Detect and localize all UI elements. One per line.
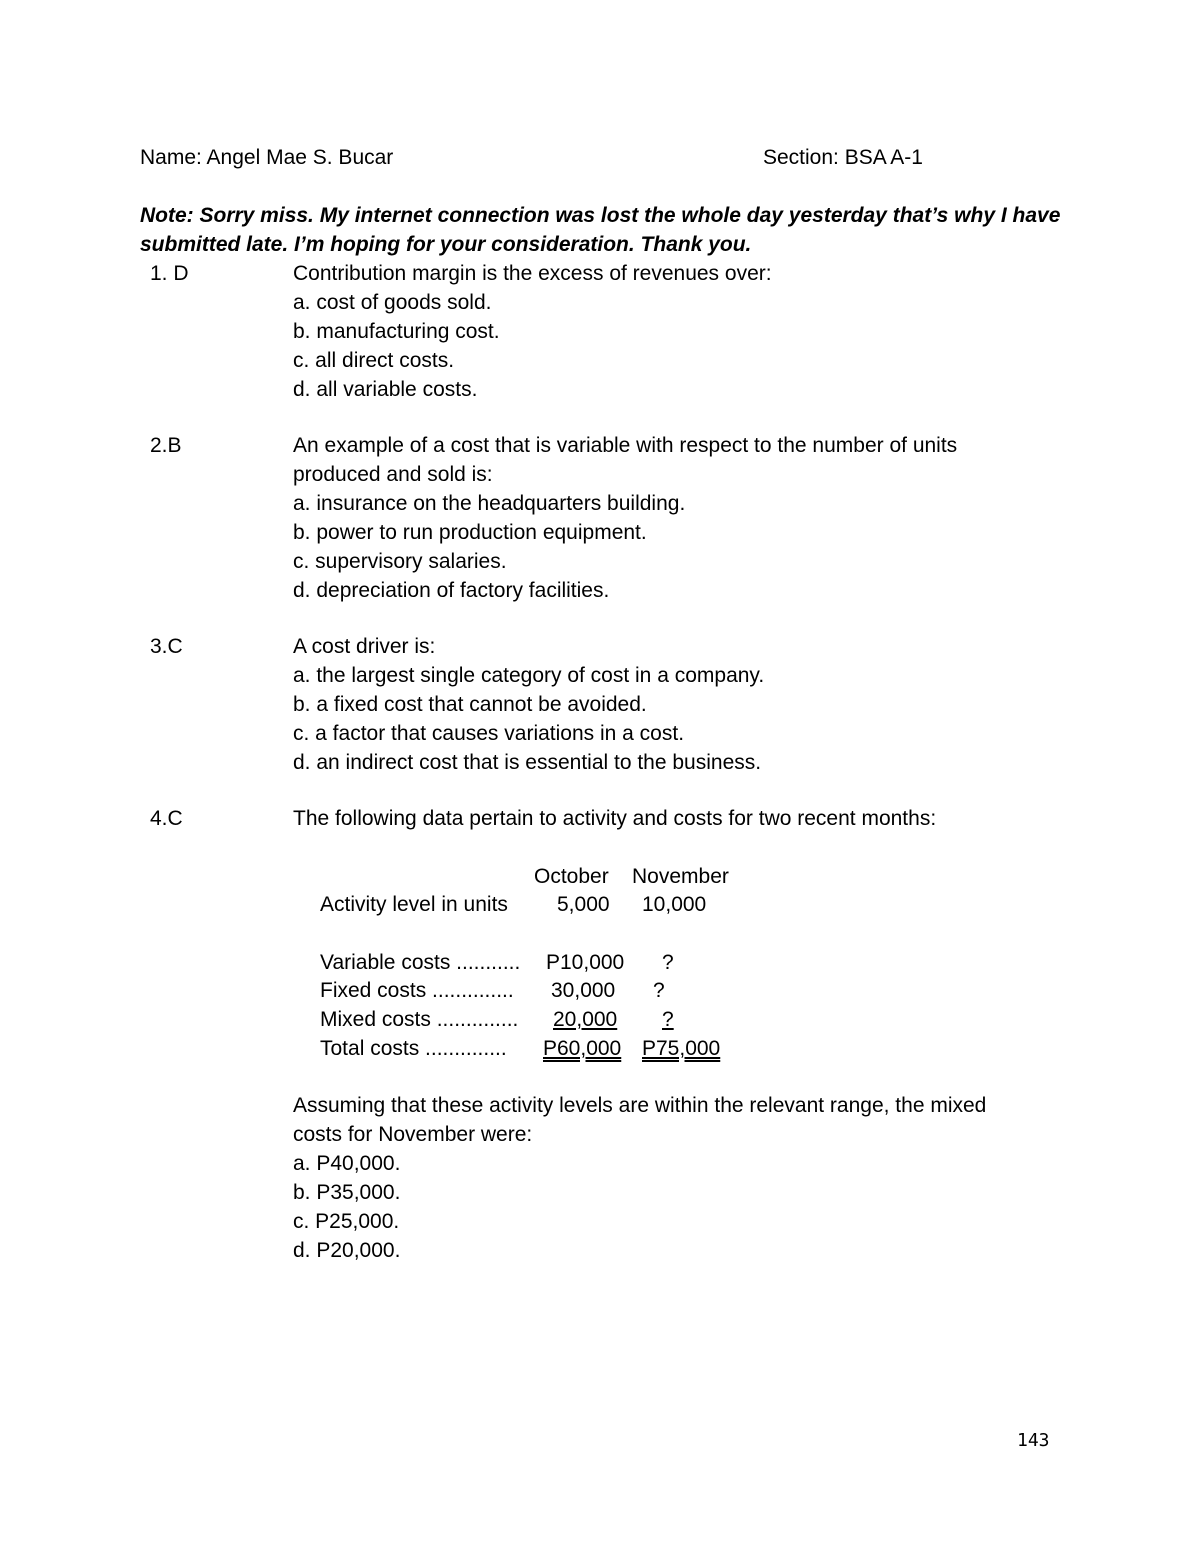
question-4-option-c: c. P25,000. bbox=[293, 1210, 400, 1233]
question-1 bbox=[293, 259, 772, 404]
table-row-fixed-october: 30,000 bbox=[551, 979, 616, 1002]
student-name: Name: Angel Mae S. Bucar bbox=[140, 146, 394, 169]
page-number: 143 bbox=[1017, 1430, 1050, 1451]
table-row-total-november: P75,000 bbox=[642, 1037, 721, 1060]
late-submission-note: Note: Sorry miss. My internet connection was lost the whole day yesterday that’s why I have submitted late. I’m hoping for your consideration. Thank you. bbox=[140, 204, 1061, 256]
question-4-option-d: d. P20,000. bbox=[293, 1239, 401, 1262]
question-1-stem: Contribution margin is the excess of revenues over: bbox=[293, 262, 772, 285]
question-2-stem-line-1: An example of a cost that is variable with respect to the number of units bbox=[293, 434, 958, 457]
table-row-variable-november: ? bbox=[662, 951, 674, 974]
question-4-answer: 4.C bbox=[150, 807, 183, 830]
table-row-fixed-november: ? bbox=[653, 979, 665, 1002]
table-row-total-label: Total costs .............. bbox=[320, 1037, 507, 1060]
question-3-answer: 3.C bbox=[150, 635, 183, 658]
question-1-option-c: c. all direct costs. bbox=[293, 349, 455, 372]
question-4-prompt-line-1: Assuming that these activity levels are within the relevant range, the mixed bbox=[293, 1094, 987, 1117]
table-row-mixed-november: ? bbox=[662, 1008, 674, 1031]
table-header-october: October bbox=[534, 865, 609, 888]
question-2-option-b: b. power to run production equipment. bbox=[293, 521, 647, 544]
question-4-option-b: b. P35,000. bbox=[293, 1181, 401, 1204]
question-4-prompt-line-2: costs for November were: bbox=[293, 1123, 533, 1146]
question-4-option-a: a. P40,000. bbox=[293, 1152, 401, 1175]
question-2-option-c: c. supervisory salaries. bbox=[293, 550, 507, 573]
table-row-variable-label: Variable costs ........... bbox=[320, 951, 521, 974]
question-2-stem-line-2: produced and sold is: bbox=[293, 463, 493, 486]
table-row-activity-october: 5,000 bbox=[557, 893, 610, 916]
question-3-option-d: d. an indirect cost that is essential to the business. bbox=[293, 751, 762, 774]
question-1-option-a: a. cost of goods sold. bbox=[293, 291, 492, 314]
question-2-answer: 2.B bbox=[150, 434, 182, 457]
question-2 bbox=[293, 431, 957, 605]
table-row-mixed-october: 20,000 bbox=[553, 1008, 618, 1031]
table-row-mixed-label: Mixed costs .............. bbox=[320, 1008, 519, 1031]
student-section: Section: BSA A-1 bbox=[763, 146, 923, 169]
question-4-continuation bbox=[293, 1091, 986, 1265]
question-3-option-c: c. a factor that causes variations in a cost. bbox=[293, 722, 685, 745]
question-2-option-a: a. insurance on the headquarters building. bbox=[293, 492, 686, 515]
table-row-fixed-label: Fixed costs .............. bbox=[320, 979, 514, 1002]
table-row-activity-november: 10,000 bbox=[642, 893, 707, 916]
question-3 bbox=[293, 632, 764, 777]
question-3-option-b: b. a fixed cost that cannot be avoided. bbox=[293, 693, 647, 716]
table-header-november: November bbox=[632, 865, 729, 888]
table-row-total-october: P60,000 bbox=[543, 1037, 622, 1060]
question-3-stem: A cost driver is: bbox=[293, 635, 436, 658]
question-1-answer: 1. D bbox=[150, 262, 189, 285]
question-3-option-a: a. the largest single category of cost in a company. bbox=[293, 664, 765, 687]
question-4-stem: The following data pertain to activity and costs for two recent months: bbox=[293, 807, 937, 830]
question-1-option-b: b. manufacturing cost. bbox=[293, 320, 500, 343]
question-1-option-d: d. all variable costs. bbox=[293, 378, 478, 401]
table-row-activity-label: Activity level in units bbox=[320, 893, 508, 916]
table-row-variable-october: P10,000 bbox=[546, 951, 625, 974]
question-2-option-d: d. depreciation of factory facilities. bbox=[293, 579, 610, 602]
